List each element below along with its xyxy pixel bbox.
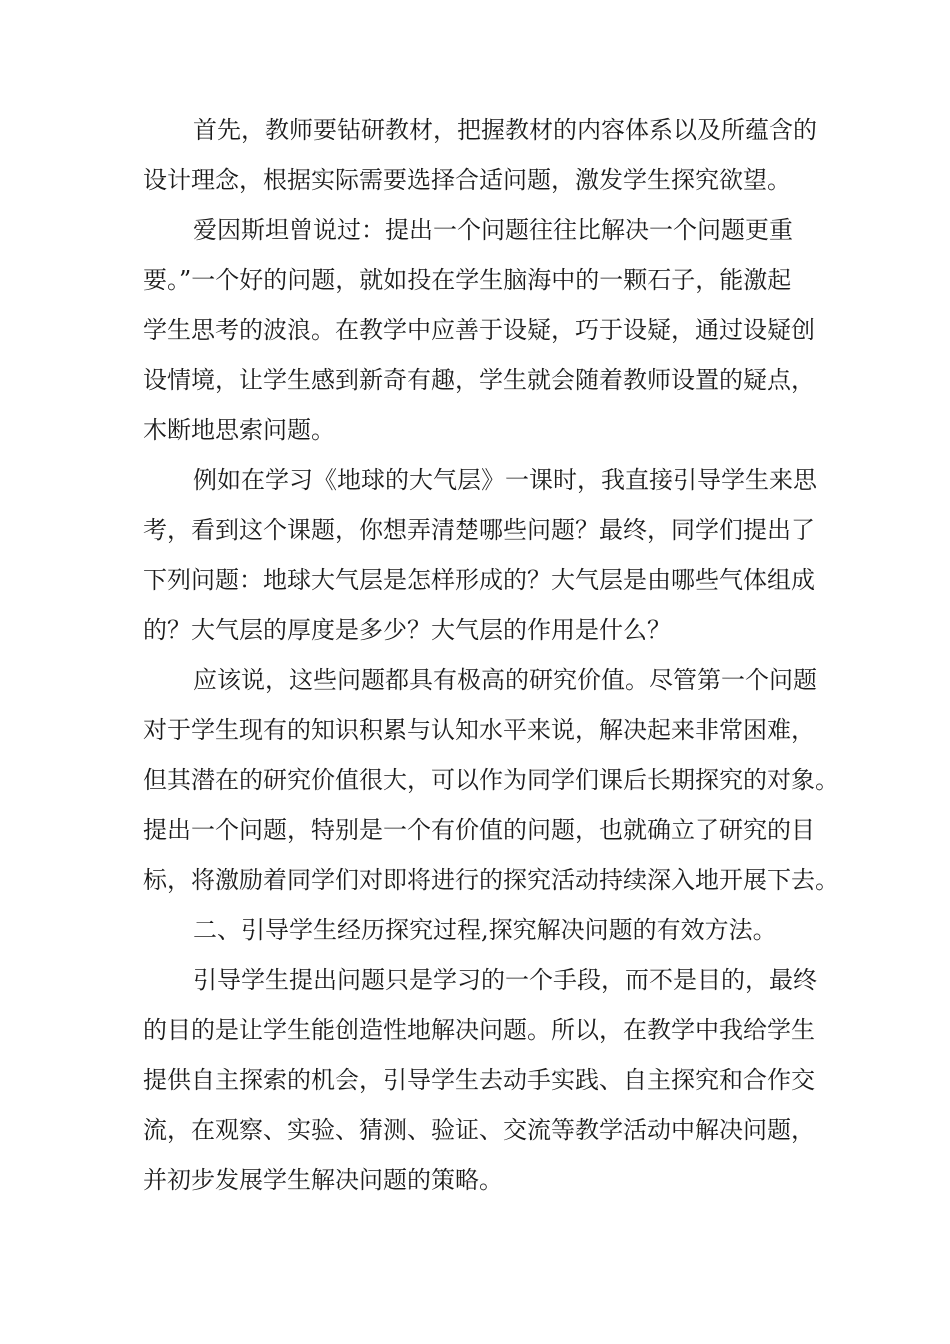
- text-line: 木断地思索问题。: [143, 416, 335, 444]
- text-line: 首先，教师要钻研教材，把握教材的内容体系以及所蕴含的: [193, 116, 817, 144]
- text-line: 标，将激励着同学们对即将进行的探究活动持续深入地开展下去。: [143, 866, 839, 894]
- text-line: 下列问题：地球大气层是怎样形成的？大气层是由哪些气体组成: [143, 566, 815, 594]
- text-line: 学生思考的波浪。在教学中应善于设疑，巧于设疑，通过设疑创: [143, 316, 815, 344]
- text-line: 并初步发展学生解决问题的策略。: [143, 1166, 503, 1194]
- section-heading: 二、引导学生经历探究过程,探究解决问题的有效方法。: [193, 916, 777, 944]
- text-line: 引导学生提出问题只是学习的一个手段，而不是目的，最终: [193, 966, 817, 994]
- text-line: 的目的是让学生能创造性地解决问题。所以，在教学中我给学生: [143, 1016, 815, 1044]
- text-line: 设计理念，根据实际需要选择合适问题，激发学生探究欲望。: [143, 166, 791, 194]
- text-line: 的？大气层的厚度是多少？大气层的作用是什么？: [143, 616, 671, 644]
- text-line: 例如在学习《地球的大气层》一课时，我直接引导学生来思: [193, 466, 817, 494]
- text-line: 考，看到这个课题，你想弄清楚哪些问题？最终，同学们提出了: [143, 516, 815, 544]
- text-line: 流，在观察、实验、猜测、验证、交流等教学活动中解决问题，: [143, 1116, 815, 1144]
- text-line: 提出一个问题，特别是一个有价值的问题，也就确立了研究的目: [143, 816, 815, 844]
- text-line: 设情境，让学生感到新奇有趣，学生就会随着教师设置的疑点，: [143, 366, 815, 394]
- text-line: 提供自主探索的机会，引导学生去动手实践、自主探究和合作交: [143, 1066, 815, 1094]
- text-line: 爱因斯坦曾说过：提出一个问题往往比解决一个问题更重: [193, 216, 793, 244]
- text-line: 应该说，这些问题都具有极高的研究价值。尽管第一个问题: [193, 666, 817, 694]
- text-line: 但其潜在的研究价值很大，可以作为同学们课后长期探究的对象。: [143, 766, 839, 794]
- text-line: 要。”一个好的问题，就如投在学生脑海中的一颗石子，能激起: [143, 266, 792, 294]
- text-line: 对于学生现有的知识积累与认知水平来说，解决起来非常困难，: [143, 716, 815, 744]
